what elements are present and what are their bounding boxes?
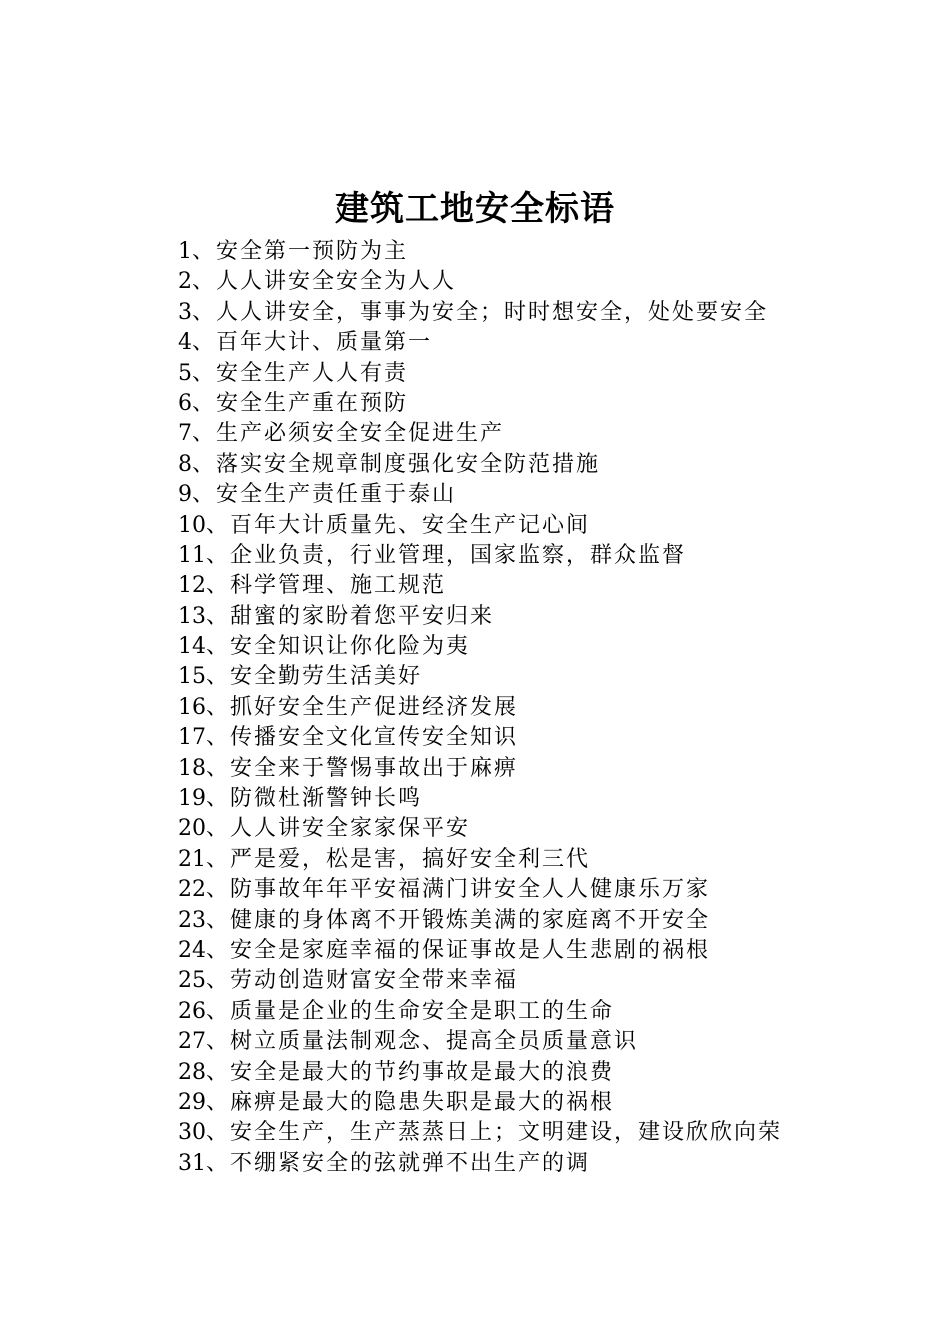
item-number: 16 bbox=[178, 694, 206, 720]
item-text: 、防微杜渐警钟长鸣 bbox=[206, 786, 423, 812]
item-number: 23 bbox=[178, 907, 206, 933]
item-number: 3 bbox=[178, 299, 192, 325]
list-item bbox=[178, 693, 782, 723]
list-item bbox=[178, 1149, 782, 1179]
item-text: 、安全是家庭幸福的保证事故是人生悲剧的祸根 bbox=[206, 937, 711, 963]
list-item bbox=[178, 632, 782, 662]
item-number: 28 bbox=[178, 1059, 206, 1085]
list-item bbox=[178, 480, 782, 510]
item-number: 17 bbox=[178, 725, 206, 751]
item-text: 、安全来于警惕事故出于麻痹 bbox=[206, 755, 519, 781]
list-item bbox=[178, 450, 782, 480]
item-number: 14 bbox=[178, 634, 206, 660]
item-number: 22 bbox=[178, 877, 206, 903]
list-item bbox=[178, 936, 782, 966]
item-text: 、安全是最大的节约事故是最大的浪费 bbox=[206, 1059, 615, 1085]
item-text: 、传播安全文化宣传安全知识 bbox=[206, 725, 519, 751]
item-number: 12 bbox=[178, 573, 206, 599]
item-text: 、安全生产重在预防 bbox=[192, 390, 409, 416]
item-text: 、百年大计质量先、安全生产记心间 bbox=[206, 512, 591, 538]
item-number: 30 bbox=[178, 1120, 206, 1146]
list-item bbox=[178, 602, 782, 632]
item-text: 、科学管理、施工规范 bbox=[206, 573, 447, 599]
item-number: 5 bbox=[178, 360, 192, 386]
list-item bbox=[178, 359, 782, 389]
item-text: 、防事故年年平安福满门讲安全人人健康乐万家 bbox=[206, 877, 711, 903]
item-text: 、抓好安全生产促进经济发展 bbox=[206, 694, 519, 720]
item-number: 21 bbox=[178, 846, 206, 872]
item-text: 、安全勤劳生活美好 bbox=[206, 664, 423, 690]
item-number: 6 bbox=[178, 390, 192, 416]
item-number: 29 bbox=[178, 1089, 206, 1115]
item-number: 4 bbox=[178, 330, 192, 356]
item-number: 25 bbox=[178, 968, 206, 994]
document-title: 建筑工地安全标语 bbox=[335, 189, 615, 229]
item-text: 、安全生产人人有责 bbox=[192, 360, 409, 386]
item-number: 18 bbox=[178, 755, 206, 781]
item-number: 26 bbox=[178, 998, 206, 1024]
list-item bbox=[178, 784, 782, 814]
item-text: 、安全生产责任重于泰山 bbox=[192, 482, 457, 508]
item-number: 13 bbox=[178, 603, 206, 629]
item-text: 、严是爱，松是害，搞好安全利三代 bbox=[206, 846, 591, 872]
list-item bbox=[178, 237, 782, 267]
list-item bbox=[178, 541, 782, 571]
list-item bbox=[178, 1118, 782, 1148]
item-text: 、企业负责，行业管理，国家监察，群众监督 bbox=[206, 542, 687, 568]
item-text: 、麻痹是最大的隐患失职是最大的祸根 bbox=[206, 1089, 615, 1115]
list-item bbox=[178, 511, 782, 541]
item-number: 31 bbox=[178, 1150, 206, 1176]
list-item bbox=[178, 997, 782, 1027]
list-item bbox=[178, 389, 782, 419]
list-item bbox=[178, 419, 782, 449]
item-number: 1 bbox=[178, 239, 192, 264]
item-text: 、甜蜜的家盼着您平安归来 bbox=[206, 603, 495, 629]
list-item bbox=[178, 845, 782, 875]
item-text: 、落实安全规章制度强化安全防范措施 bbox=[192, 451, 601, 477]
item-text: 、生产必须安全安全促进生产 bbox=[192, 421, 505, 447]
item-text: 、不绷紧安全的弦就弹不出生产的调 bbox=[206, 1150, 591, 1176]
item-number: 7 bbox=[178, 421, 192, 447]
item-number: 2 bbox=[178, 269, 192, 295]
item-number: 24 bbox=[178, 937, 206, 963]
list-item bbox=[178, 267, 782, 297]
item-number: 11 bbox=[178, 542, 206, 568]
slogan-list bbox=[178, 237, 782, 1179]
list-item bbox=[178, 328, 782, 358]
item-text: 、安全知识让你化险为夷 bbox=[206, 634, 471, 660]
item-text: 、健康的身体离不开锻炼美满的家庭离不开安全 bbox=[206, 907, 711, 933]
list-item bbox=[178, 1058, 782, 1088]
item-text: 、人人讲安全，事事为安全；时时想安全，处处要安全 bbox=[192, 299, 769, 325]
item-number: 8 bbox=[178, 451, 192, 477]
item-number: 20 bbox=[178, 816, 206, 842]
item-number: 19 bbox=[178, 786, 206, 812]
item-text: 、劳动创造财富安全带来幸福 bbox=[206, 968, 519, 994]
item-text: 、安全第一预防为主 bbox=[192, 239, 409, 264]
list-item bbox=[178, 814, 782, 844]
item-number: 10 bbox=[178, 512, 206, 538]
list-item bbox=[178, 875, 782, 905]
item-text: 、树立质量法制观念、提高全员质量意识 bbox=[206, 1029, 639, 1055]
item-text: 、质量是企业的生命安全是职工的生命 bbox=[206, 998, 615, 1024]
list-item bbox=[178, 662, 782, 692]
item-number: 9 bbox=[178, 482, 192, 508]
list-item bbox=[178, 571, 782, 601]
list-item bbox=[178, 1027, 782, 1057]
item-number: 27 bbox=[178, 1029, 206, 1055]
item-text: 、百年大计、质量第一 bbox=[192, 330, 433, 356]
list-item bbox=[178, 723, 782, 753]
item-text: 、人人讲安全家家保平安 bbox=[206, 816, 471, 842]
list-item bbox=[178, 966, 782, 996]
item-text: 、安全生产，生产蒸蒸日上；文明建设，建设欣欣向荣 bbox=[206, 1120, 783, 1146]
list-item bbox=[178, 298, 782, 328]
item-number: 15 bbox=[178, 664, 206, 690]
item-text: 、人人讲安全安全为人人 bbox=[192, 269, 457, 295]
list-item bbox=[178, 906, 782, 936]
list-item bbox=[178, 754, 782, 784]
list-item bbox=[178, 1088, 782, 1118]
